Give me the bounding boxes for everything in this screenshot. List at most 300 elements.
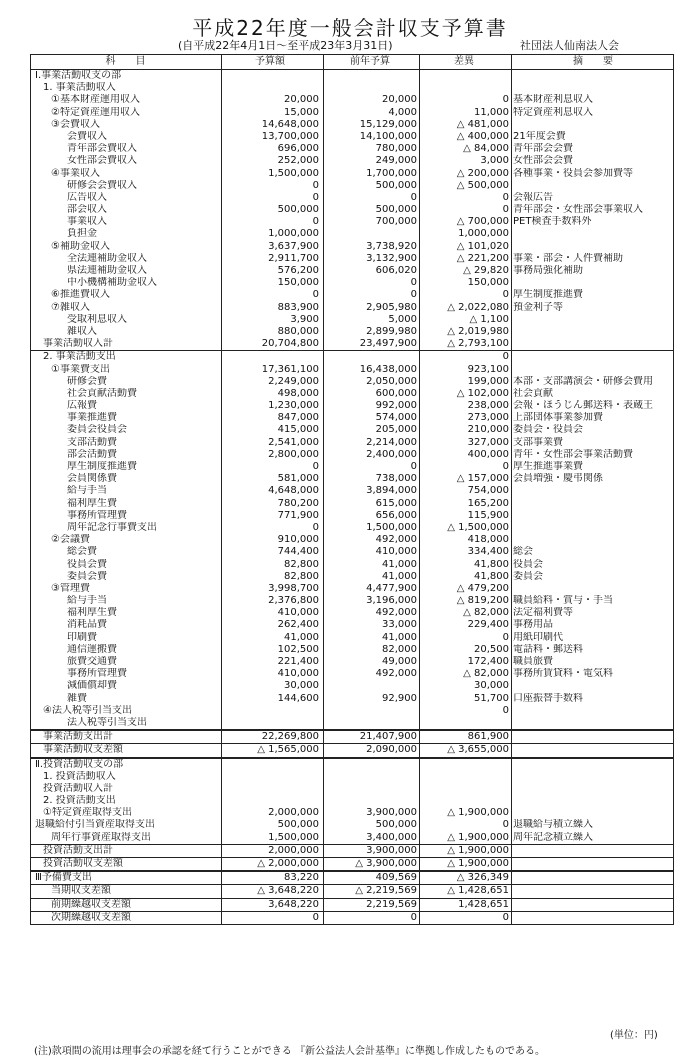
row-label: 社会貢献活動費 — [67, 387, 137, 399]
table-row — [31, 277, 673, 289]
row-budget: 744,400 — [277, 546, 319, 558]
row-budget: 771,900 — [277, 509, 319, 521]
row-remarks — [513, 326, 673, 338]
table-row — [31, 314, 673, 326]
row-difference: △ 500,000 — [456, 179, 509, 191]
row-remarks — [513, 338, 673, 350]
row-budget: 2,000,000 — [268, 844, 319, 856]
row-budget: 696,000 — [277, 143, 319, 155]
row-prev-budget: 3,400,000 — [366, 831, 417, 843]
row-prev-budget: 500,000 — [375, 179, 417, 191]
row-remarks — [513, 364, 673, 376]
row-budget: 3,648,220 — [268, 898, 319, 910]
row-budget: 880,000 — [277, 325, 319, 337]
row-label: 会費収入 — [67, 130, 107, 142]
row-prev-budget: 656,000 — [375, 509, 417, 521]
table-row — [31, 832, 673, 844]
row-label: 雑収入 — [67, 325, 97, 337]
row-label: 広報費 — [67, 400, 97, 412]
row-difference: 400,000 — [467, 448, 509, 460]
row-prev-budget: 21,407,900 — [359, 731, 417, 743]
row-prev-budget: 3,738,920 — [366, 240, 417, 252]
table-row — [31, 757, 673, 771]
row-remarks: 法定福利費等 — [513, 607, 573, 619]
row-difference: △ 326,349 — [456, 872, 509, 884]
table-row — [31, 729, 673, 743]
row-prev-budget: 3,132,900 — [366, 252, 417, 264]
row-label: 印刷費 — [67, 631, 97, 643]
row-prev-budget: 492,000 — [375, 607, 417, 619]
row-prev-budget: 92,900 — [382, 692, 417, 704]
row-remarks: 青年部会会費 — [513, 143, 573, 155]
row-label: 当期収支差額 — [51, 885, 111, 897]
table-row — [31, 884, 673, 897]
row-label: 厚生制度推進費 — [67, 461, 137, 472]
row-label: 総会費 — [67, 546, 97, 558]
row-difference: 273,000 — [467, 412, 509, 424]
row-difference: 41,800 — [474, 570, 509, 582]
table-row — [31, 119, 673, 131]
row-remarks — [513, 498, 673, 510]
row-label: ④事業収入 — [51, 167, 100, 179]
row-budget: 581,000 — [277, 473, 319, 485]
row-budget: △ 2,000,000 — [257, 858, 319, 869]
table-row — [31, 498, 673, 510]
row-remarks — [513, 351, 673, 363]
table-header — [31, 55, 673, 70]
row-budget: 2,376,800 — [268, 595, 319, 607]
row-remarks: 事務所賃貸料・電気料 — [513, 668, 613, 680]
row-budget: 262,400 — [277, 619, 319, 631]
row-remarks: 職員給料・賞与・手当 — [513, 595, 613, 607]
row-difference: △ 1,900,000 — [447, 858, 509, 869]
row-remarks — [513, 795, 673, 807]
row-prev-budget: 4,000 — [388, 106, 417, 118]
table-row — [31, 844, 673, 857]
row-remarks — [513, 534, 673, 546]
row-label: 投資活動収支差額 — [43, 858, 123, 869]
row-difference — [419, 82, 509, 94]
row-budget: 1,500,000 — [268, 831, 319, 843]
row-budget — [221, 795, 319, 807]
row-budget — [221, 351, 319, 363]
row-prev-budget: 0 — [410, 911, 417, 923]
row-difference: △ 2,019,980 — [447, 325, 509, 337]
table-row — [31, 534, 673, 546]
row-difference: 0 — [502, 289, 509, 301]
row-remarks: 総会 — [513, 546, 533, 558]
row-label: 投資活動支出計 — [43, 844, 113, 856]
row-budget: 0 — [312, 191, 319, 203]
row-budget: 780,200 — [277, 497, 319, 509]
row-budget: 1,230,000 — [268, 400, 319, 412]
row-prev-budget: 1,500,000 — [366, 521, 417, 533]
row-budget: 2,800,000 — [268, 448, 319, 460]
row-label: 会員関係費 — [67, 473, 117, 485]
row-remarks: 社会貢献 — [513, 387, 553, 399]
row-label: 役員会費 — [67, 558, 107, 570]
header-item: 科 目 — [105, 56, 146, 67]
row-label: ⑤補助金収入 — [51, 240, 110, 252]
row-difference: 3,000 — [480, 155, 509, 167]
row-remarks: 各種事業・役員会参加費等 — [513, 167, 633, 179]
row-budget: 2,249,000 — [268, 375, 319, 387]
table-row — [31, 461, 673, 473]
row-remarks: 会報広告 — [513, 191, 553, 203]
row-budget: 20,704,800 — [261, 338, 319, 350]
header-budget: 予算額 — [255, 56, 285, 67]
row-remarks — [513, 705, 673, 717]
table-row — [31, 510, 673, 522]
row-remarks — [513, 241, 673, 253]
table-row — [31, 326, 673, 338]
row-remarks — [513, 885, 673, 897]
row-label: 減価償却費 — [67, 680, 117, 692]
row-label: 受取利息収入 — [67, 313, 127, 325]
table-row — [31, 216, 673, 228]
row-difference: △ 1,100 — [469, 313, 509, 325]
table-row — [31, 302, 673, 314]
row-prev-budget — [323, 82, 417, 94]
footnote: (注)款項間の流用は理事会の承認を経て行うことができる 『新公益法人会計基準』に準拠し作成したものである。 — [34, 1046, 545, 1057]
row-prev-budget — [323, 795, 417, 807]
row-difference: 327,000 — [467, 436, 509, 448]
row-budget: 102,500 — [277, 643, 319, 655]
row-difference: 20,500 — [474, 643, 509, 655]
row-budget: 1,000,000 — [268, 228, 319, 240]
row-prev-budget: 41,000 — [382, 631, 417, 643]
table-row — [31, 911, 673, 924]
row-budget: 847,000 — [277, 412, 319, 424]
row-label: 事務所管理費 — [67, 668, 127, 680]
row-remarks — [513, 180, 673, 192]
row-budget — [221, 82, 319, 94]
row-remarks: 周年記念積立繰入 — [513, 831, 593, 843]
row-prev-budget: 700,000 — [375, 216, 417, 228]
row-difference: 229,400 — [467, 619, 509, 631]
row-prev-budget: 780,000 — [375, 143, 417, 155]
row-difference: △ 84,000 — [463, 143, 509, 155]
row-budget: 82,800 — [284, 558, 319, 570]
row-prev-budget — [323, 771, 417, 783]
row-difference: △ 82,000 — [463, 668, 509, 680]
row-remarks — [513, 807, 673, 819]
row-budget: 500,000 — [277, 819, 319, 831]
row-remarks: 職員旅費 — [513, 656, 553, 667]
row-difference: △ 481,000 — [456, 118, 509, 130]
row-difference: △ 1,428,651 — [447, 885, 509, 897]
row-budget — [221, 759, 319, 771]
table-row — [31, 571, 673, 583]
table-row — [31, 82, 673, 94]
row-remarks: 基本財産利息収入 — [513, 94, 593, 106]
table-row — [31, 70, 673, 82]
row-label: 支部活動費 — [67, 436, 117, 448]
row-budget: 221,400 — [277, 656, 319, 667]
row-remarks — [513, 783, 673, 795]
table-row — [31, 204, 673, 216]
row-remarks: 口座振替手数料 — [513, 692, 583, 704]
row-prev-budget: 4,477,900 — [366, 582, 417, 594]
row-prev-budget: 205,000 — [375, 424, 417, 436]
row-budget — [221, 717, 319, 729]
row-prev-budget: 0 — [410, 461, 417, 472]
row-prev-budget — [323, 759, 417, 771]
table-row — [31, 192, 673, 204]
row-prev-budget: 2,090,000 — [366, 744, 417, 756]
row-prev-budget: 82,000 — [382, 643, 417, 655]
row-difference: 1,428,651 — [458, 898, 509, 910]
row-difference: △ 2,793,100 — [447, 338, 509, 350]
row-budget: 14,648,000 — [261, 118, 319, 130]
row-prev-budget: 2,400,000 — [366, 448, 417, 460]
row-remarks — [513, 485, 673, 497]
table-row — [31, 143, 673, 155]
row-budget: 144,600 — [277, 692, 319, 704]
row-difference: 754,000 — [467, 485, 509, 497]
table-row — [31, 607, 673, 619]
row-label: Ⅲ予備費支出 — [35, 872, 92, 884]
table-row — [31, 449, 673, 461]
row-difference: △ 479,200 — [456, 582, 509, 594]
row-remarks — [513, 744, 673, 756]
row-budget — [221, 783, 319, 795]
budget-table — [30, 54, 674, 925]
row-difference: △ 700,000 — [456, 216, 509, 228]
row-difference: 0 — [502, 911, 509, 923]
table-row — [31, 338, 673, 350]
row-budget: 0 — [312, 521, 319, 533]
row-remarks: 本部・支部講演会・研修会費用 — [513, 375, 653, 387]
row-difference: △ 1,900,000 — [447, 844, 509, 856]
row-difference: 51,700 — [474, 692, 509, 704]
row-budget: 22,269,800 — [261, 731, 319, 743]
row-remarks — [513, 70, 673, 82]
row-prev-budget: 500,000 — [375, 204, 417, 216]
table-row — [31, 424, 673, 436]
row-remarks — [513, 872, 673, 884]
row-remarks — [513, 680, 673, 692]
row-difference — [419, 70, 509, 82]
row-prev-budget: △ 3,900,000 — [355, 858, 417, 869]
row-budget: 415,000 — [277, 424, 319, 436]
table-row — [31, 289, 673, 301]
row-prev-budget — [323, 228, 417, 240]
row-remarks — [513, 771, 673, 783]
row-remarks: 特定資産利息収入 — [513, 106, 593, 118]
row-budget: △ 1,565,000 — [257, 744, 319, 756]
row-remarks: 上部団体事業参加費 — [513, 412, 603, 424]
row-prev-budget: 3,900,000 — [366, 844, 417, 856]
row-budget: 0 — [312, 216, 319, 228]
row-prev-budget — [323, 680, 417, 692]
table-row — [31, 473, 673, 485]
row-difference: 150,000 — [467, 277, 509, 289]
row-label: ①基本財産運用収入 — [51, 94, 140, 106]
table-row — [31, 412, 673, 424]
organization-name: 社団法人仙南法人会 — [520, 39, 619, 52]
row-difference — [419, 795, 509, 807]
row-remarks: 委員会 — [513, 570, 543, 582]
row-difference: 0 — [502, 631, 509, 643]
row-label: ⑥推進費収入 — [51, 289, 110, 301]
row-difference — [419, 771, 509, 783]
row-prev-budget: 3,894,000 — [366, 485, 417, 497]
row-budget — [221, 705, 319, 717]
row-prev-budget — [323, 783, 417, 795]
row-remarks — [513, 510, 673, 522]
table-row — [31, 898, 673, 911]
row-label: 部会活動費 — [67, 448, 117, 460]
row-prev-budget: 41,000 — [382, 570, 417, 582]
row-label: 1. 投資活動収入 — [43, 770, 116, 782]
table-row — [31, 168, 673, 180]
table-row — [31, 857, 673, 870]
row-prev-budget — [323, 70, 417, 82]
table-row — [31, 743, 673, 756]
table-row — [31, 644, 673, 656]
table-row — [31, 795, 673, 807]
row-budget: 883,900 — [277, 301, 319, 313]
row-remarks: 支部事業費 — [513, 436, 563, 448]
row-budget: 0 — [312, 461, 319, 472]
row-label: 給与手当 — [67, 485, 107, 497]
row-difference: △ 101,020 — [456, 240, 509, 252]
row-label: ②特定資産運用収入 — [51, 106, 140, 118]
row-difference: △ 819,200 — [456, 595, 509, 607]
row-prev-budget: 14,100,000 — [359, 130, 417, 142]
row-label: 青年部会費収入 — [67, 143, 137, 155]
row-budget: 4,648,000 — [268, 485, 319, 497]
table-row — [31, 107, 673, 119]
row-prev-budget: 574,000 — [375, 412, 417, 424]
row-difference — [419, 717, 509, 729]
row-label: 事業収入 — [67, 216, 107, 228]
row-prev-budget: 410,000 — [375, 546, 417, 558]
row-budget: 252,000 — [277, 155, 319, 167]
row-budget: 3,637,900 — [268, 240, 319, 252]
row-label: 事務所管理費 — [67, 509, 127, 521]
row-remarks — [513, 845, 673, 857]
row-prev-budget: 992,000 — [375, 400, 417, 412]
row-budget: 41,000 — [284, 631, 319, 643]
row-remarks: 会員増強・慶弔関係 — [513, 473, 603, 485]
row-difference: 0 — [502, 94, 509, 106]
row-prev-budget: 49,000 — [382, 656, 417, 667]
row-budget: 3,998,700 — [268, 582, 319, 594]
row-remarks — [513, 759, 673, 771]
table-row — [31, 668, 673, 680]
row-prev-budget: 3,900,000 — [366, 807, 417, 819]
row-prev-budget: 615,000 — [375, 497, 417, 509]
row-label: 2. 投資活動支出 — [43, 795, 116, 807]
table-row — [31, 717, 673, 729]
row-difference: △ 221,200 — [456, 252, 509, 264]
row-prev-budget: 738,000 — [375, 473, 417, 485]
row-budget: 576,200 — [277, 265, 319, 276]
row-prev-budget: 606,020 — [375, 265, 417, 276]
row-prev-budget: 15,129,000 — [359, 118, 417, 130]
row-remarks — [513, 522, 673, 534]
row-budget: 2,541,000 — [268, 436, 319, 448]
row-remarks: 用紙印刷代 — [513, 631, 563, 643]
row-prev-budget: 492,000 — [375, 668, 417, 680]
row-budget: 0 — [312, 179, 319, 191]
header-difference: 差異 — [454, 56, 474, 67]
row-difference: 11,000 — [474, 106, 509, 118]
row-label: 委員会役員会 — [67, 424, 127, 436]
row-label: 福利厚生費 — [67, 607, 117, 619]
row-label: Ⅰ.事業活動収支の部 — [35, 70, 122, 81]
row-difference: △ 1,900,000 — [447, 831, 509, 843]
row-budget: 410,000 — [277, 668, 319, 680]
row-prev-budget: 23,497,900 — [359, 338, 417, 350]
row-label: 周年記念行事費支出 — [67, 521, 157, 533]
row-label: 投資活動収入計 — [43, 782, 113, 794]
row-prev-budget — [323, 351, 417, 363]
row-prev-budget: 600,000 — [375, 387, 417, 399]
row-budget: 2,911,700 — [268, 252, 319, 264]
row-difference: 238,000 — [467, 400, 509, 412]
row-label: 全法連補助金収入 — [67, 252, 147, 264]
row-label: 前期繰越収支差額 — [51, 898, 131, 910]
row-label: 事業活動収支差額 — [43, 744, 123, 756]
row-label: 給与手当 — [67, 595, 107, 607]
row-label: ④法人税等引当支出 — [43, 704, 132, 716]
row-difference: 418,000 — [467, 534, 509, 546]
row-prev-budget: 16,438,000 — [359, 363, 417, 375]
row-label: 退職給付引当資産取得支出 — [35, 819, 155, 831]
row-label: 法人税等引当支出 — [67, 716, 147, 728]
row-difference: △ 29,820 — [463, 265, 509, 276]
row-budget: 3,900 — [290, 313, 319, 325]
row-difference: △ 1,500,000 — [447, 521, 509, 533]
row-remarks: 会報・ほうじん郵送料・表蔵王 — [513, 400, 653, 412]
table-row — [31, 376, 673, 388]
row-remarks — [513, 119, 673, 131]
row-difference: 115,900 — [467, 509, 509, 521]
row-label: 2. 事業活動支出 — [43, 351, 116, 363]
row-budget: 150,000 — [277, 277, 319, 289]
row-label: 事業活動支出計 — [43, 731, 113, 743]
row-label: ②会議費 — [51, 534, 90, 546]
row-prev-budget: 409,569 — [375, 872, 417, 884]
row-prev-budget: 2,214,000 — [366, 436, 417, 448]
header-prev-budget: 前年予算 — [350, 56, 390, 67]
table-row — [31, 559, 673, 571]
row-difference: 1,000,000 — [458, 228, 509, 240]
row-prev-budget: 33,000 — [382, 619, 417, 631]
row-difference: 0 — [502, 191, 509, 203]
row-prev-budget — [323, 717, 417, 729]
row-budget: 0 — [312, 911, 319, 923]
header-remarks: 摘 要 — [573, 56, 613, 67]
row-label: 次期繰越収支差額 — [51, 911, 131, 923]
row-difference: 923,100 — [467, 363, 509, 375]
row-difference: △ 1,900,000 — [447, 807, 509, 819]
row-label: 消耗品費 — [67, 619, 107, 631]
row-budget: △ 3,648,220 — [257, 885, 319, 897]
row-label: 周年行事資産取得支出 — [51, 831, 151, 843]
row-label: 事業推進費 — [67, 412, 117, 424]
table-row — [31, 437, 673, 449]
row-difference: △ 3,655,000 — [447, 744, 509, 756]
table-row — [31, 771, 673, 783]
table-row — [31, 265, 673, 277]
table-row — [31, 364, 673, 376]
row-remarks: 事業・部会・人件費補助 — [513, 252, 623, 264]
row-difference: 334,400 — [467, 546, 509, 558]
